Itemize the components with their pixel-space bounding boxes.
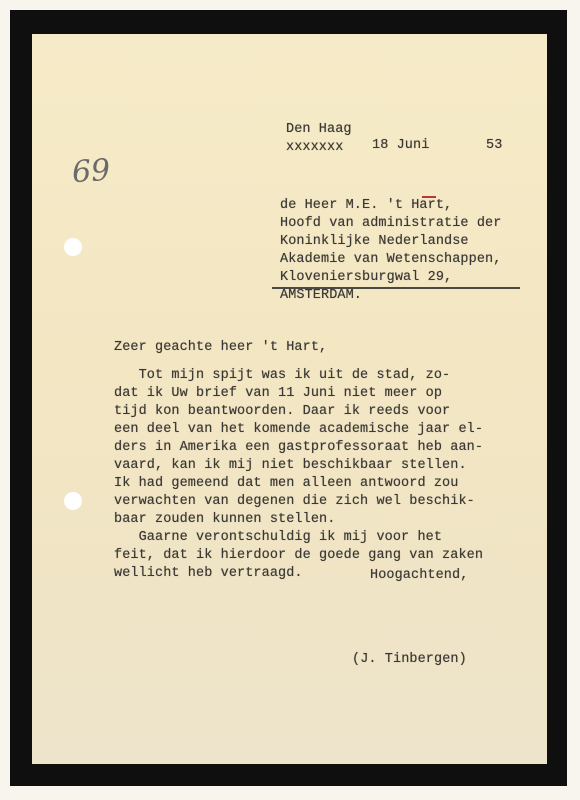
recipient-line: Akademie van Wetenschappen, bbox=[280, 252, 502, 267]
body-line: Tot mijn spijt was ik uit de stad, zo- bbox=[114, 368, 451, 383]
body-line: vaard, kan ik mij niet beschikbaar stellen. bbox=[114, 458, 467, 473]
body-line: Ik had gemeend dat men alleen antwoord zou bbox=[114, 476, 459, 491]
recipient-line: de Heer M.E. 't Hart, bbox=[280, 198, 453, 213]
place: Den Haag bbox=[286, 122, 352, 137]
closing: Hoogachtend, bbox=[370, 568, 469, 583]
punch-hole-bottom bbox=[64, 492, 82, 510]
date: 18 Juni bbox=[372, 138, 430, 153]
recipient-line: AMSTERDAM. bbox=[280, 288, 363, 303]
recipient-line: Kloveniersburgwal 29, bbox=[280, 270, 453, 285]
punch-hole-top bbox=[64, 238, 82, 256]
body-line: wellicht heb vertraagd. bbox=[114, 566, 303, 581]
recipient-line: Koninklijke Nederlandse bbox=[280, 234, 469, 249]
body-line: feit, dat ik hierdoor de goede gang van zaken bbox=[114, 548, 484, 563]
correction-mark bbox=[422, 196, 436, 198]
body-line: Gaarne verontschuldig ik mij voor het bbox=[114, 530, 443, 545]
body-line: dat ik Uw brief van 11 Juni niet meer op bbox=[114, 386, 443, 401]
signature: (J. Tinbergen) bbox=[352, 652, 467, 667]
salutation: Zeer geachte heer 't Hart, bbox=[114, 340, 328, 355]
body-line: tijd kon beantwoorden. Daar ik reeds voor bbox=[114, 404, 451, 419]
body-line: ders in Amerika een gastprofessoraat heb aan- bbox=[114, 440, 484, 455]
year: 53 bbox=[486, 138, 503, 153]
margin-note: 69 bbox=[70, 152, 112, 191]
recipient-line: Hoofd van administratie der bbox=[280, 216, 502, 231]
body-line: verwachten van degenen die zich wel beschik- bbox=[114, 494, 475, 509]
body-line: baar zouden kunnen stellen. bbox=[114, 512, 336, 527]
address-underline bbox=[272, 287, 520, 289]
struck-text: xxxxxxx bbox=[286, 140, 344, 155]
body-line: een deel van het komende academische jaar el- bbox=[114, 422, 484, 437]
